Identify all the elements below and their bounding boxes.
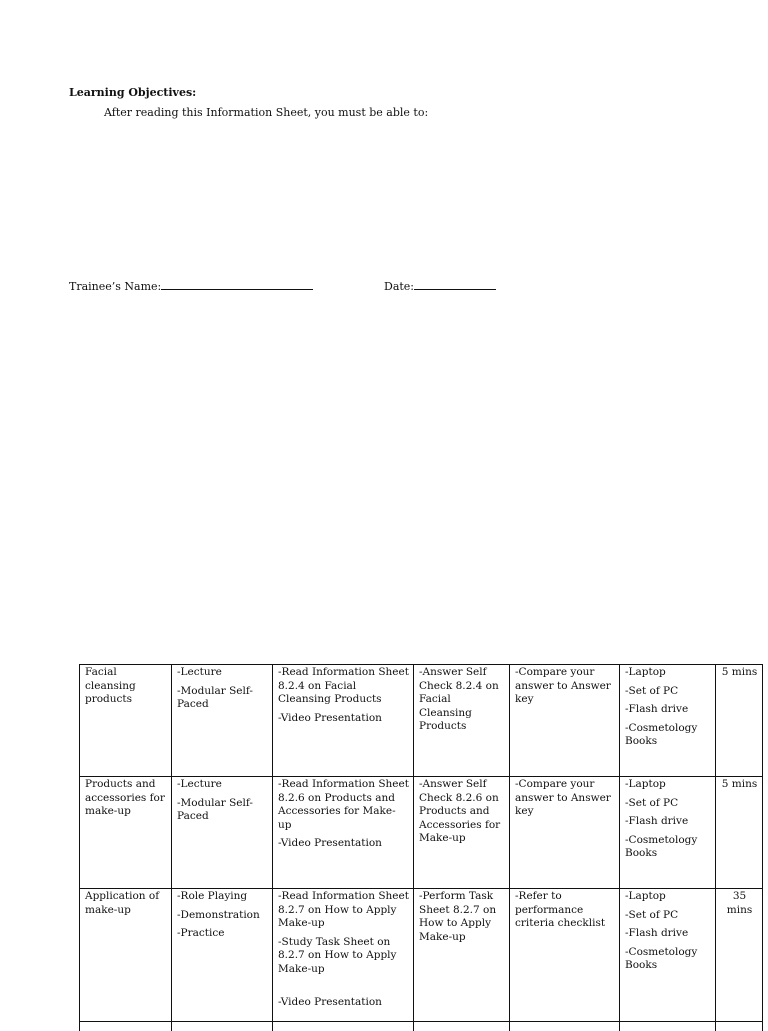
practice-item: -Answer Self Check 8.2.6 on Products and Accessories for Make-up: [419, 778, 505, 846]
methods-cell: [172, 889, 273, 1022]
presentation-item: -Video Presentation: [278, 837, 409, 851]
practice-item: -Perform Task Sheet 8.2.7 on How to Apply Make-up: [419, 890, 505, 944]
empty-cell: [273, 1022, 414, 1031]
presentation-item: -Video Presentation: [278, 996, 409, 1010]
resource-item: -Flash drive: [625, 927, 711, 941]
presentation-item: -Study Task Sheet on 8.2.7 on How to Apply Make-up: [278, 936, 409, 977]
resource-item: -Cosmetology Books: [625, 946, 711, 973]
resource-item: -Cosmetology Books: [625, 722, 711, 749]
resource-item: -Laptop: [625, 890, 711, 904]
feedback-item: -Compare your answer to Answer key: [515, 778, 615, 819]
methods-cell: [172, 665, 273, 777]
resource-item: -Set of PC: [625, 909, 711, 923]
methods-cell: [172, 777, 273, 889]
empty-cell: [80, 1022, 172, 1031]
duration-text: 5 mins: [722, 666, 757, 678]
resource-item: -Cosmetology Books: [625, 834, 711, 861]
method-item: -Modular Self-Paced: [177, 797, 268, 824]
table-row: [80, 777, 763, 889]
resource-item: -Set of PC: [625, 685, 711, 699]
feedback-cell: [510, 665, 620, 777]
method-item: -Practice: [177, 927, 268, 941]
duration-text: 5 mins: [722, 778, 757, 790]
date-label: Date:: [384, 280, 414, 293]
trainee-name-field: [69, 279, 313, 293]
feedback-item: -Refer to performance criteria checklist: [515, 890, 615, 931]
resource-item: -Flash drive: [625, 703, 711, 717]
resources-cell: [620, 889, 716, 1022]
topic-cell: [80, 889, 172, 1022]
resources-cell: [620, 777, 716, 889]
presentation-cell: [273, 889, 414, 1022]
method-item: -Role Playing: [177, 890, 268, 904]
practice-cell: [414, 665, 510, 777]
presentation-cell: [273, 777, 414, 889]
table-row: [80, 889, 763, 1022]
duration-cell: [716, 889, 763, 1022]
table-row-partial: [80, 1022, 763, 1031]
method-item: -Modular Self-Paced: [177, 685, 268, 712]
method-item: -Lecture: [177, 778, 268, 792]
feedback-cell: [510, 889, 620, 1022]
feedback-item: -Compare your answer to Answer key: [515, 666, 615, 707]
trainee-name-blank[interactable]: [161, 279, 313, 290]
empty-cell: [510, 1022, 620, 1031]
learning-objectives-heading: Learning Objectives:: [69, 86, 196, 99]
duration-text: 35 mins: [727, 890, 752, 916]
presentation-item: -Read Information Sheet 8.2.7 on How to Apply Make-up: [278, 890, 409, 931]
topic-cell: [80, 665, 172, 777]
empty-cell: [414, 1022, 510, 1031]
presentation-cell: [273, 665, 414, 777]
presentation-item: -Video Presentation: [278, 712, 409, 726]
feedback-cell: [510, 777, 620, 889]
presentation-item: -Read Information Sheet 8.2.6 on Products and Accessories for Make-up: [278, 778, 409, 832]
presentation-item: -Read Information Sheet 8.2.4 on Facial Cleansing Products: [278, 666, 409, 707]
resource-item: -Laptop: [625, 778, 711, 792]
topic-text: Facial cleansing products: [85, 666, 136, 705]
resource-item: -Laptop: [625, 666, 711, 680]
date-blank[interactable]: [414, 279, 496, 290]
session-plan-table: [79, 664, 763, 1031]
date-field: [384, 279, 496, 293]
duration-cell: [716, 777, 763, 889]
resource-item: -Set of PC: [625, 797, 711, 811]
topic-text: Application of make-up: [85, 890, 159, 916]
practice-item: -Answer Self Check 8.2.4 on Facial Cleansing Products: [419, 666, 505, 734]
empty-cell: [172, 1022, 273, 1031]
topic-cell: [80, 777, 172, 889]
duration-cell: [716, 665, 763, 777]
trainee-name-label: Trainee’s Name:: [69, 280, 161, 293]
topic-text: Products and accessories for make-up: [85, 778, 165, 817]
method-item: -Lecture: [177, 666, 268, 680]
intro-text: After reading this Information Sheet, you must be able to:: [104, 106, 428, 119]
practice-cell: [414, 777, 510, 889]
empty-cell: [716, 1022, 763, 1031]
spacer: [278, 981, 409, 996]
table-row: [80, 665, 763, 777]
empty-cell: [620, 1022, 716, 1031]
resource-item: -Flash drive: [625, 815, 711, 829]
practice-cell: [414, 889, 510, 1022]
method-item: -Demonstration: [177, 909, 268, 923]
resources-cell: [620, 665, 716, 777]
